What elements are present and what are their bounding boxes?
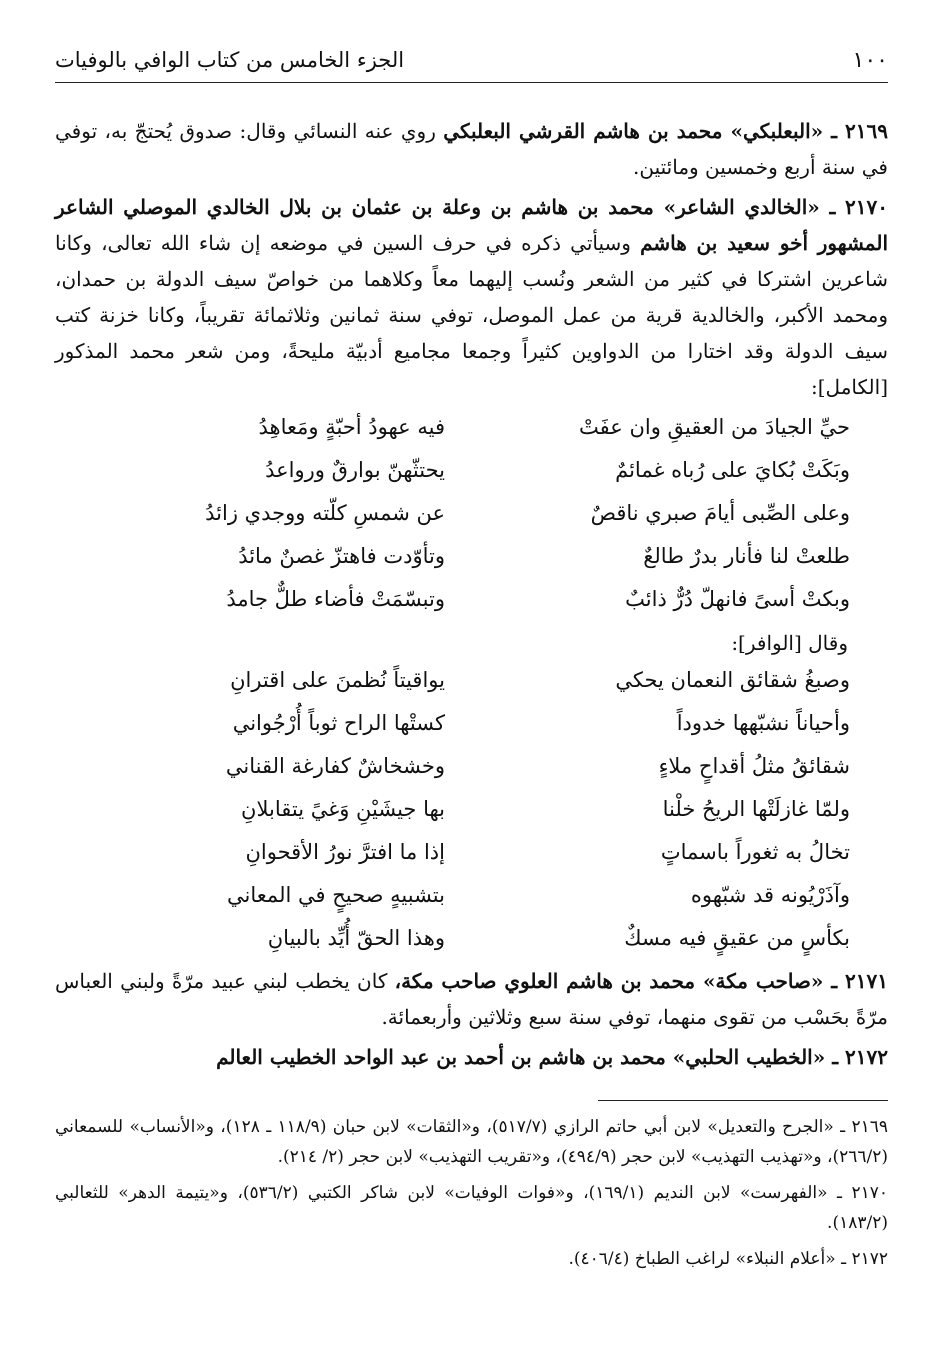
verse-line — [55, 791, 888, 834]
verse-second-hemistich: بتشبيهٍ صحيحٍ في المعاني — [227, 883, 445, 907]
entry-2169-heading: ٢١٦٩ ـ «البعلبكي» محمد بن هاشم القرشي البعلبكي — [443, 119, 888, 143]
verse-first-hemistich: ولمّا غازلَتْها الريحُ خلْنا — [662, 797, 850, 821]
entry-2170-text: وسيأتي ذكره في حرف السين في موضعه إن شاء الله تعالى، وكانا شاعرين اشتركا في كثير من الشعر ونُسب إليهما معاً وكلاهما من خواصّ سيف الدولة بن حمدان، ومحمد الأكبر، والخالدية قرية من عمل الموصل، توفي سنة ثمانين وثلاثمائة تقريباً، وكانا خزنة كتب سيف الدولة وقد اختارا من الدواوين كثيراً وجمعا مجاميع أدبيّة مليحةً، ومن شعر محمد المذكور [الكامل]: — [55, 231, 888, 399]
page-number: ١٠٠ — [852, 48, 888, 73]
verse-first-hemistich: وصبغُ شقائق النعمان يحكي — [615, 668, 850, 692]
entry-2172-heading: ٢١٧٢ ـ «الخطيب الحلبي» محمد بن هاشم بن أحمد بن عبد الواحد الخطيب العالم — [216, 1045, 888, 1069]
verse-first-hemistich: حيِّ الجيادَ من العقيقِ وان عفَتْ — [579, 415, 850, 439]
verse-line — [55, 409, 888, 452]
verse-line — [55, 662, 888, 705]
entry-2170 — [55, 189, 888, 405]
entry-2172 — [55, 1039, 888, 1075]
verse-line — [55, 495, 888, 538]
running-title: الجزء الخامس من كتاب الوافي بالوفيات — [55, 48, 405, 72]
verse-first-hemistich: طلعتْ لنا فأنار بدرٌ طالعٌ — [643, 544, 850, 568]
verse-second-hemistich: عن شمسِ كلّته ووجدي زائدُ — [205, 501, 445, 525]
main-text — [55, 113, 888, 1079]
verse-second-hemistich: بها جيشَيْنِ وَغيً يتقابلانِ — [241, 797, 445, 821]
poem-wafir — [55, 662, 888, 963]
verse-first-hemistich: وآذَرْيُونه قد شبّهوه — [690, 883, 850, 907]
verse-first-hemistich: بكأسٍ من عقيقٍ فيه مسكٌ — [624, 926, 850, 950]
entry-2169-text: روي عنه النسائي وقال: صدوق يُحتجّ به، توفي في سنة أربع وخمسين ومائتين. — [55, 119, 888, 179]
verse-second-hemistich: وتأوّدت فاهتزّ غصنٌ مائدُ — [238, 544, 445, 568]
verse-second-hemistich: وهذا الحقّ أُيِّد بالبيانِ — [267, 926, 445, 950]
entry-2169 — [55, 113, 888, 185]
footnote-rule — [598, 1100, 888, 1101]
verse-line — [55, 452, 888, 495]
verse-line — [55, 748, 888, 791]
verse-first-hemistich: وعلى الصِّبى أيامَ صبري ناقصٌ — [590, 501, 850, 525]
verse-second-hemistich: وخشخاشٌ كفارغة القناني — [225, 754, 445, 778]
verse-first-hemistich: وأحياناً نشبّهها خدوداً — [676, 711, 850, 735]
verse-second-hemistich: يواقيتاً نُظمنَ على اقترانِ — [230, 668, 445, 692]
header-rule — [55, 82, 888, 83]
entry-2170-heading: ٢١٧٠ ـ «الخالدي الشاعر» محمد بن هاشم بن وعلة بن عثمان بن بلال الخالدي الموصلي الشاعر المشهور أخو سعيد بن هاشم — [55, 195, 889, 255]
verse-first-hemistich: وبكتْ أسىً فانهلّ دُرٌّ ذائبٌ — [625, 587, 850, 611]
verse-second-hemistich: فيه عهودُ أحبّةٍ ومَعاهِدُ — [258, 415, 445, 439]
footnote-2170: ٢١٧٠ ـ «الفهرست» لابن النديم (١٦٩/١)، و«فوات الوفيات» لابن شاكر الكتبي (٥٣٦/٢)، و«يتيمة الدهر» للثعالبي (١٨٣/٢). — [55, 1183, 888, 1233]
entry-2171 — [55, 963, 888, 1035]
footnote-2169: ٢١٦٩ ـ «الجرح والتعديل» لابن أبي حاتم الرازي (٥١٧/٧)، و«الثقات» لابن حبان (١١٨/٩ ـ ١٢٨)، و«الأنساب» للسمعاني (٢٦٦/٢)، و«تهذيب التهذيب» لابن حجر (٤٩٤/٩)، و«تقريب التهذيب» لابن حجر (٢/ ٢١٤). — [55, 1117, 888, 1167]
verse-line — [55, 705, 888, 748]
footnotes — [55, 1112, 888, 1280]
verse-second-hemistich: كستْها الراح ثوباً أُرْجُواني — [232, 711, 445, 735]
verse-line — [55, 581, 888, 624]
verse-line — [55, 538, 888, 581]
verse-first-hemistich: تخالُ به ثغوراً باسماتٍ — [660, 840, 850, 864]
verse-first-hemistich: وبَكَتْ بُكايَ على رُباه غمائمٌ — [615, 458, 850, 482]
verse-second-hemistich: يحتثّهنّ بوارقٌ ورواعدُ — [265, 458, 445, 482]
footnote-2172: ٢١٧٢ ـ «أعلام النبلاء» لراغب الطباخ (٤٠٦/٤). — [568, 1249, 888, 1269]
verse-line — [55, 920, 888, 963]
poem-kamil — [55, 409, 888, 624]
entry-2171-text: كان يخطب لبني عبيد مرّةً ولبني العباس مرّةً بحَسْب من تقوى منهما، توفي سنة سبع وثلاثين وأربعمائة. — [55, 969, 888, 1029]
poem-intro-wafir: وقال [الوافر]: — [731, 631, 848, 655]
verse-first-hemistich: شقائقُ مثلُ أقداحٍ ملاءٍ — [658, 754, 850, 778]
verse-second-hemistich: إذا ما افترَّ نورُ الأقحوانِ — [245, 840, 445, 864]
verse-line — [55, 877, 888, 920]
page-header — [55, 42, 888, 82]
verse-line — [55, 834, 888, 877]
entry-2171-heading: ٢١٧١ ـ «صاحب مكة» محمد بن هاشم العلوي صاحب مكة، — [394, 969, 888, 993]
verse-second-hemistich: وتبسّمَتْ فأضاء طلٌّ جامدُ — [226, 587, 445, 611]
